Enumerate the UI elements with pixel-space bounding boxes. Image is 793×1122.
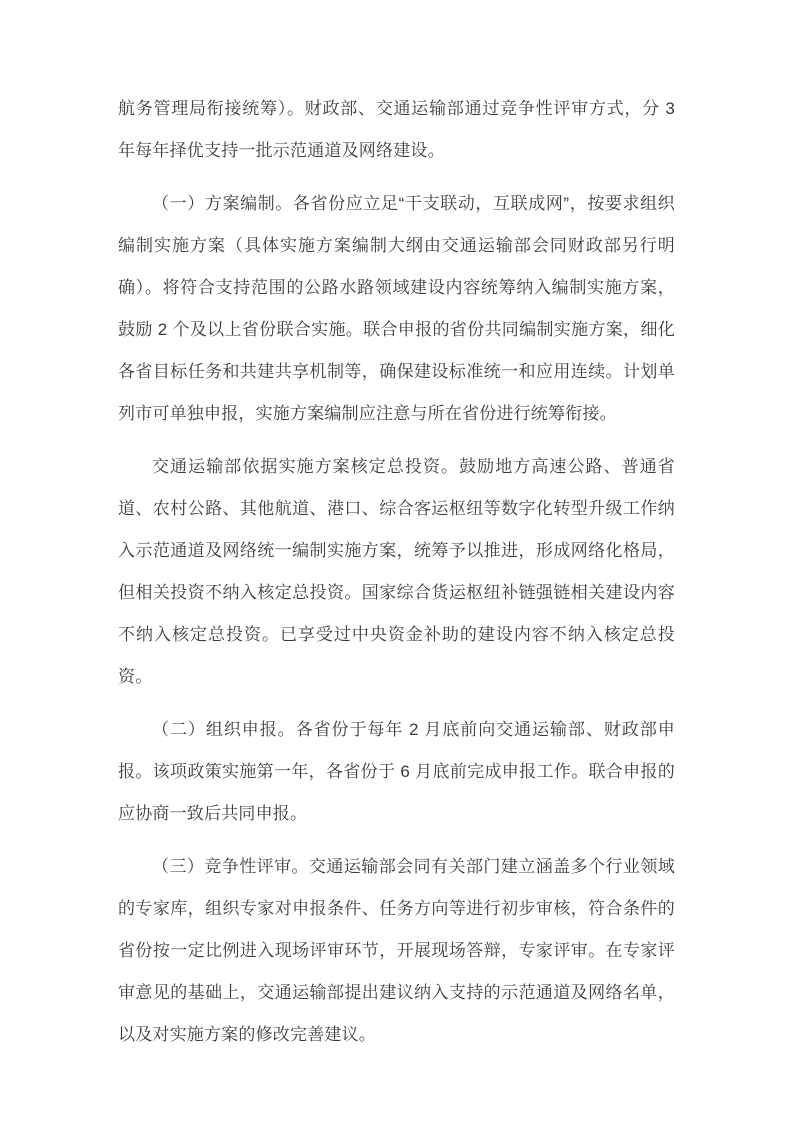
paragraph-section-2-application: （二）组织申报。各省份于每年 2 月底前向交通运输部、财政部申报。该项政策实施第一年，各省份于 6 月底前完成申报工作。联合申报的应协商一致后共同申报。 [118, 720, 675, 823]
document-body-text [118, 88, 675, 1067]
paragraph-continuation: 航务管理局衔接统筹）。财政部、交通运输部通过竞争性评审方式，分 3 年每年择优支持一批示范通道及网络建设。 [118, 99, 675, 160]
paragraph-section-3-competitive-review: （三）竞争性评审。交通运输部会同有关部门建立涵盖多个行业领域的专家库，组织专家对申报条件、任务方向等进行初步审核，符合条件的省份按一定比例进入现场评审环节，开展现场答辩，专家评审。在专家评审意见的基础上，交通运输部提出建议纳入支持的示范通道及网络名单，以及对实施方案的修改完善建议。 [118, 857, 675, 1044]
paragraph-section-1-plan-compilation: （一）方案编制。各省份应立足“干支联动，互联成网”，按要求组织编制实施方案（具体实施方案编制大纲由交通运输部会同财政部另行明确）。将符合支持范围的公路水路领域建设内容统筹纳入编制实施方案，鼓励 2 个及以上省份联合实施。联合申报的省份共同编制实施方案，细化各省目标任务和共建共享机制等，确保建设标准统一和应用连续。计划单列市可单独申报，实施方案编制应注意与所在省份进行统筹衔接。 [118, 194, 675, 423]
paragraph-total-investment: 交通运输部依据实施方案核定总投资。鼓励地方高速公路、普通省道、农村公路、其他航道、港口、综合客运枢纽等数字化转型升级工作纳入示范通道及网络统一编制实施方案，统筹予以推进，形成网络化格局，但相关投资不纳入核定总投资。国家综合货运枢纽补链强链相关建设内容不纳入核定总投资。已享受过中央资金补助的建设内容不纳入核定总投资。 [118, 457, 675, 686]
